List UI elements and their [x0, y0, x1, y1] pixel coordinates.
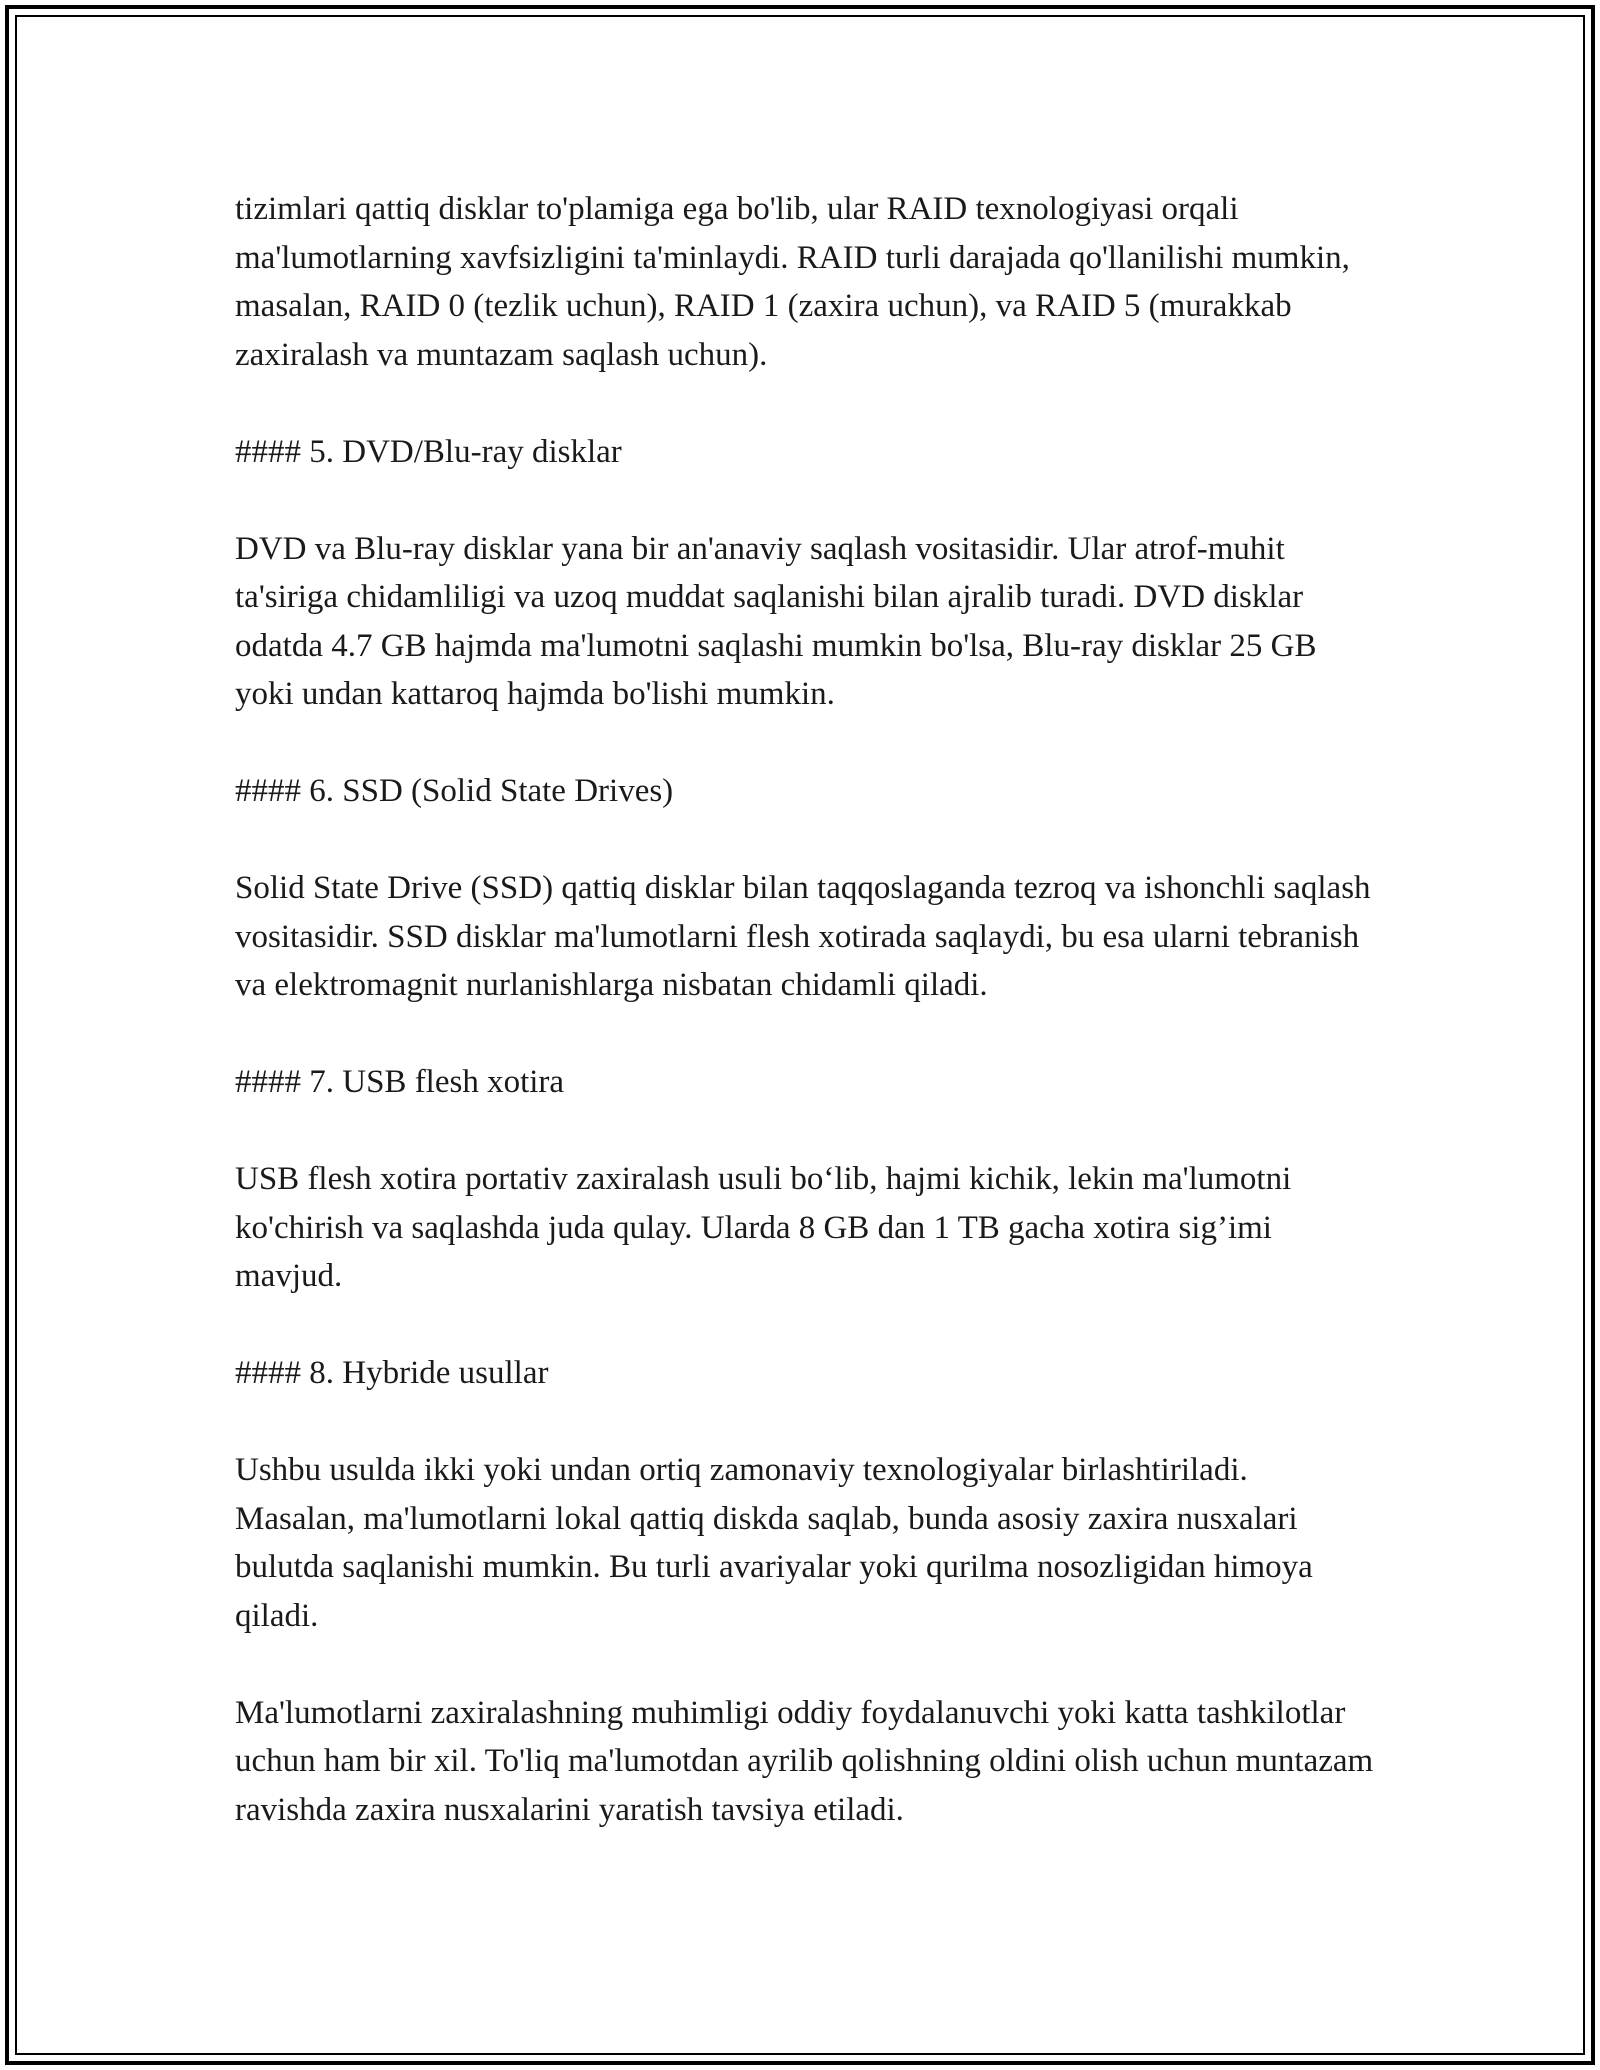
paragraph-conclusion: Ma'lumotlarni zaxiralashning muhimligi oddiy foydalanuvchi yoki katta tashkilotlar uchun ham bir xil. To'liq ma'lumotdan ayrilib qolishning oldini olish uchun muntazam ravishda zaxira nusxalarini yaratish tavsiya etiladi.: [235, 1694, 1374, 1828]
paragraph-usb: USB flesh xotira portativ zaxiralash usuli bo‘lib, hajmi kichik, lekin ma'lumotni ko'chirish va saqlashda juda qulay. Ularda 8 GB dan 1 TB gacha xotira sig’imi mavjud.: [235, 1161, 1292, 1294]
paragraph-dvd-bluray: DVD va Blu-ray disklar yana bir an'anaviy saqlash vositasidir. Ular atrof-muhit ta'siriga chidamliligi va uzoq muddat saqlanishi bilan ajralib turadi. DVD disklar odatda 4.7 GB hajmda ma'lumotni saqlashi mumkin bo'lsa, Blu-ray disklar 25 GB yoki undan kattaroq hajmda bo'lishi mumkin.: [235, 530, 1317, 712]
heading-hybrid: #### 8. Hybride usullar: [235, 1355, 549, 1391]
heading-dvd-bluray: #### 5. DVD/Blu-ray disklar: [235, 433, 622, 470]
heading-usb: #### 7. USB flesh xotira: [235, 1064, 565, 1100]
paragraph-hybrid: Ushbu usulda ikki yoki undan ortiq zamonaviy texnologiyalar birlashtiriladi. Masalan, ma'lumotlarni lokal qattiq diskda saqlab, bunda asosiy zaxira nusxalari bulutda saqlanishi mumkin. Bu turli avariyalar yoki qurilma nosozligidan himoya qiladi.: [235, 1452, 1313, 1634]
paragraph-ssd: Solid State Drive (SSD) qattiq disklar bilan taqqoslaganda tezroq va ishonchli saqlash vositasidir. SSD disklar ma'lumotlarni flesh xotirada saqlaydi, bu esa ularni tebranish va elektromagnit nurlanishlarga nisbatan chidamli qiladi.: [235, 870, 1371, 1003]
document-body: [235, 185, 1375, 1883]
paragraph-raid: tizimlari qattiq disklar to'plamiga ega bo'lib, ular RAID texnologiyasi orqali ma'lumotlarning xavfsizligini ta'minlaydi. RAID turli darajada qo'llanilishi mumkin, masalan, RAID 0 (tezlik uchun), RAID 1 (zaxira uchun), va RAID 5 (murakkab zaxiralash va muntazam saqlash uchun).: [235, 191, 1350, 373]
heading-ssd: #### 6. SSD (Solid State Drives): [235, 773, 674, 809]
